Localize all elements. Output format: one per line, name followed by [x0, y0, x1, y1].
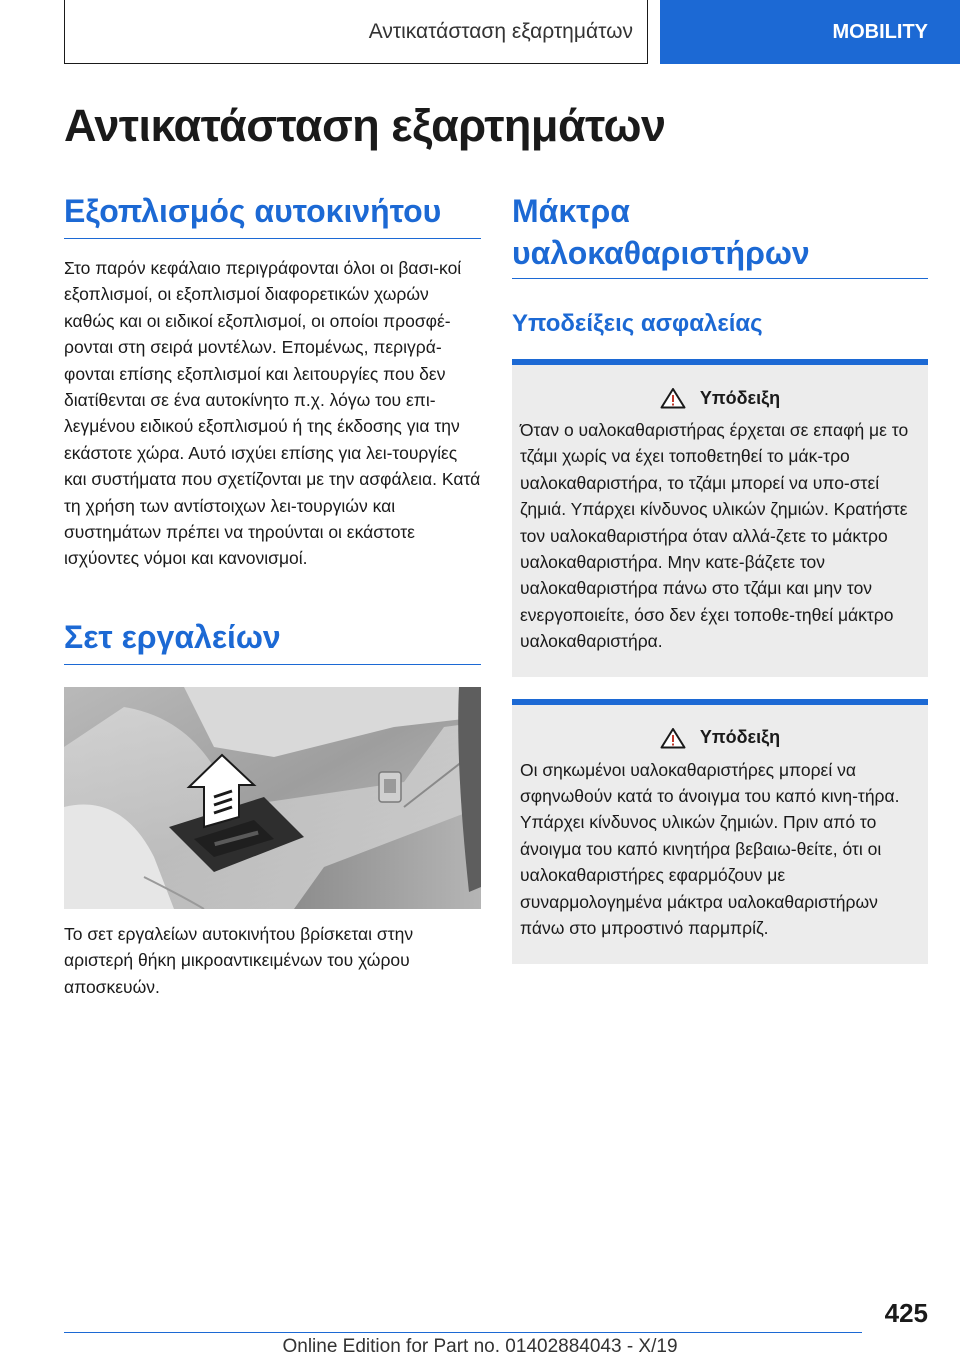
warning-icon	[660, 387, 686, 409]
tools-heading: Σετ εργαλείων	[64, 616, 481, 665]
wiper-blades-heading: Μάκτρα υαλοκαθαριστήρων	[512, 190, 928, 279]
footer-divider	[64, 1332, 862, 1333]
safety-note-2	[512, 699, 928, 964]
header-chapter-label: MOBILITY	[832, 20, 928, 43]
header-section-label: Αντικατάσταση εξαρτημάτων	[368, 19, 633, 43]
right-column	[512, 190, 928, 964]
note-title: Υπόδειξη	[699, 387, 781, 408]
safety-note-1	[512, 359, 928, 677]
page-title: Αντικατάσταση εξαρτημάτων	[64, 100, 666, 151]
note-text: Οι σηκωμένοι υαλοκαθαριστήρες μπορεί να σφηνωθούν κατά το άνοιγμα του καπό κινη-τήρα. Υπάρχει κίνδυνος υλικών ζημιών. Πριν από το άνοιγμα του καπό κινητήρα βεβαιω-θείτε, ότι οι υαλοκαθαριστήρες εφαρμόζουν με συναρμολογημένα μάκτρα υαλοκαθαριστήρων πάνω στο μπροστινό παρμπρίζ.	[520, 759, 900, 939]
header-chapter-tab[interactable]	[660, 0, 960, 64]
note-header	[520, 727, 920, 749]
tool-kit-image	[64, 687, 481, 909]
left-column	[64, 190, 481, 1000]
page-number: 425	[884, 1298, 928, 1328]
tools-caption: Το σετ εργαλείων αυτοκινήτου βρίσκεται στην αριστερή θήκη μικροαντικειμένων του χώρου αποσκευών.	[64, 923, 414, 997]
note-title: Υπόδειξη	[699, 727, 781, 748]
equipment-text: Στο παρόν κεφάλαιο περιγράφονται όλοι οι βασι-κοί εξοπλισμοί, οι εξοπλισμοί διαφορετικών χωρών καθώς και οι ειδικοί εξοπλισμοί, οι οποίοι προσφέ-ρονται στη σειρά μοντέλων. Επομένως, περιγρά-φονται επίσης εξοπλισμοί και λειτουργίες που δεν διατίθενται σε ένα αυτοκίνητο π.χ. λόγω του επι-λεγμένου ειδικού εξοπλισμού ή της έκδοσης για την εκάστοτε χώρα. Αυτό ισχύει επίσης για λει-τουργίες και συστήματα που σχετίζονται με την ασφάλεια. Κατά τη χρήση των αντίστοιχων λει-τουργιών και συστημάτων πρέπει να τηρούνται οι εκάστοτε ισχύοντες νόμοι και κανονισμοί.	[64, 258, 481, 569]
equipment-heading: Εξοπλισμός αυτοκινήτου	[64, 190, 481, 239]
note-header	[520, 387, 920, 409]
safety-notes-heading: Υποδείξεις ασφαλείας	[512, 310, 763, 337]
header-section-tab[interactable]	[64, 0, 648, 64]
footer-edition: Online Edition for Part no. 01402884043 - X/19	[282, 1336, 678, 1357]
note-text: Όταν ο υαλοκαθαριστήρας έρχεται σε επαφή με το τζάμι χωρίς να έχει τοποθετηθεί το μάκ-τρο υαλοκαθαριστήρα, το τζάμι μπορεί να υπο-στεί ζημιά. Υπάρχει κίνδυνος υλικών ζημιών. Κρατήστε τον υαλοκαθαριστήρα όταν αλλά-ζετε το μάκτρο υαλοκαθαριστήρα. Μην κατε-βάζετε τον υαλοκαθαριστήρα πάνω στο τζάμι και μην τον ενεργοποιείτε, όσο δεν έχει τοποθε-τηθεί μάκτρο υαλοκαθαριστήρα.	[520, 420, 909, 652]
warning-icon	[660, 727, 686, 749]
